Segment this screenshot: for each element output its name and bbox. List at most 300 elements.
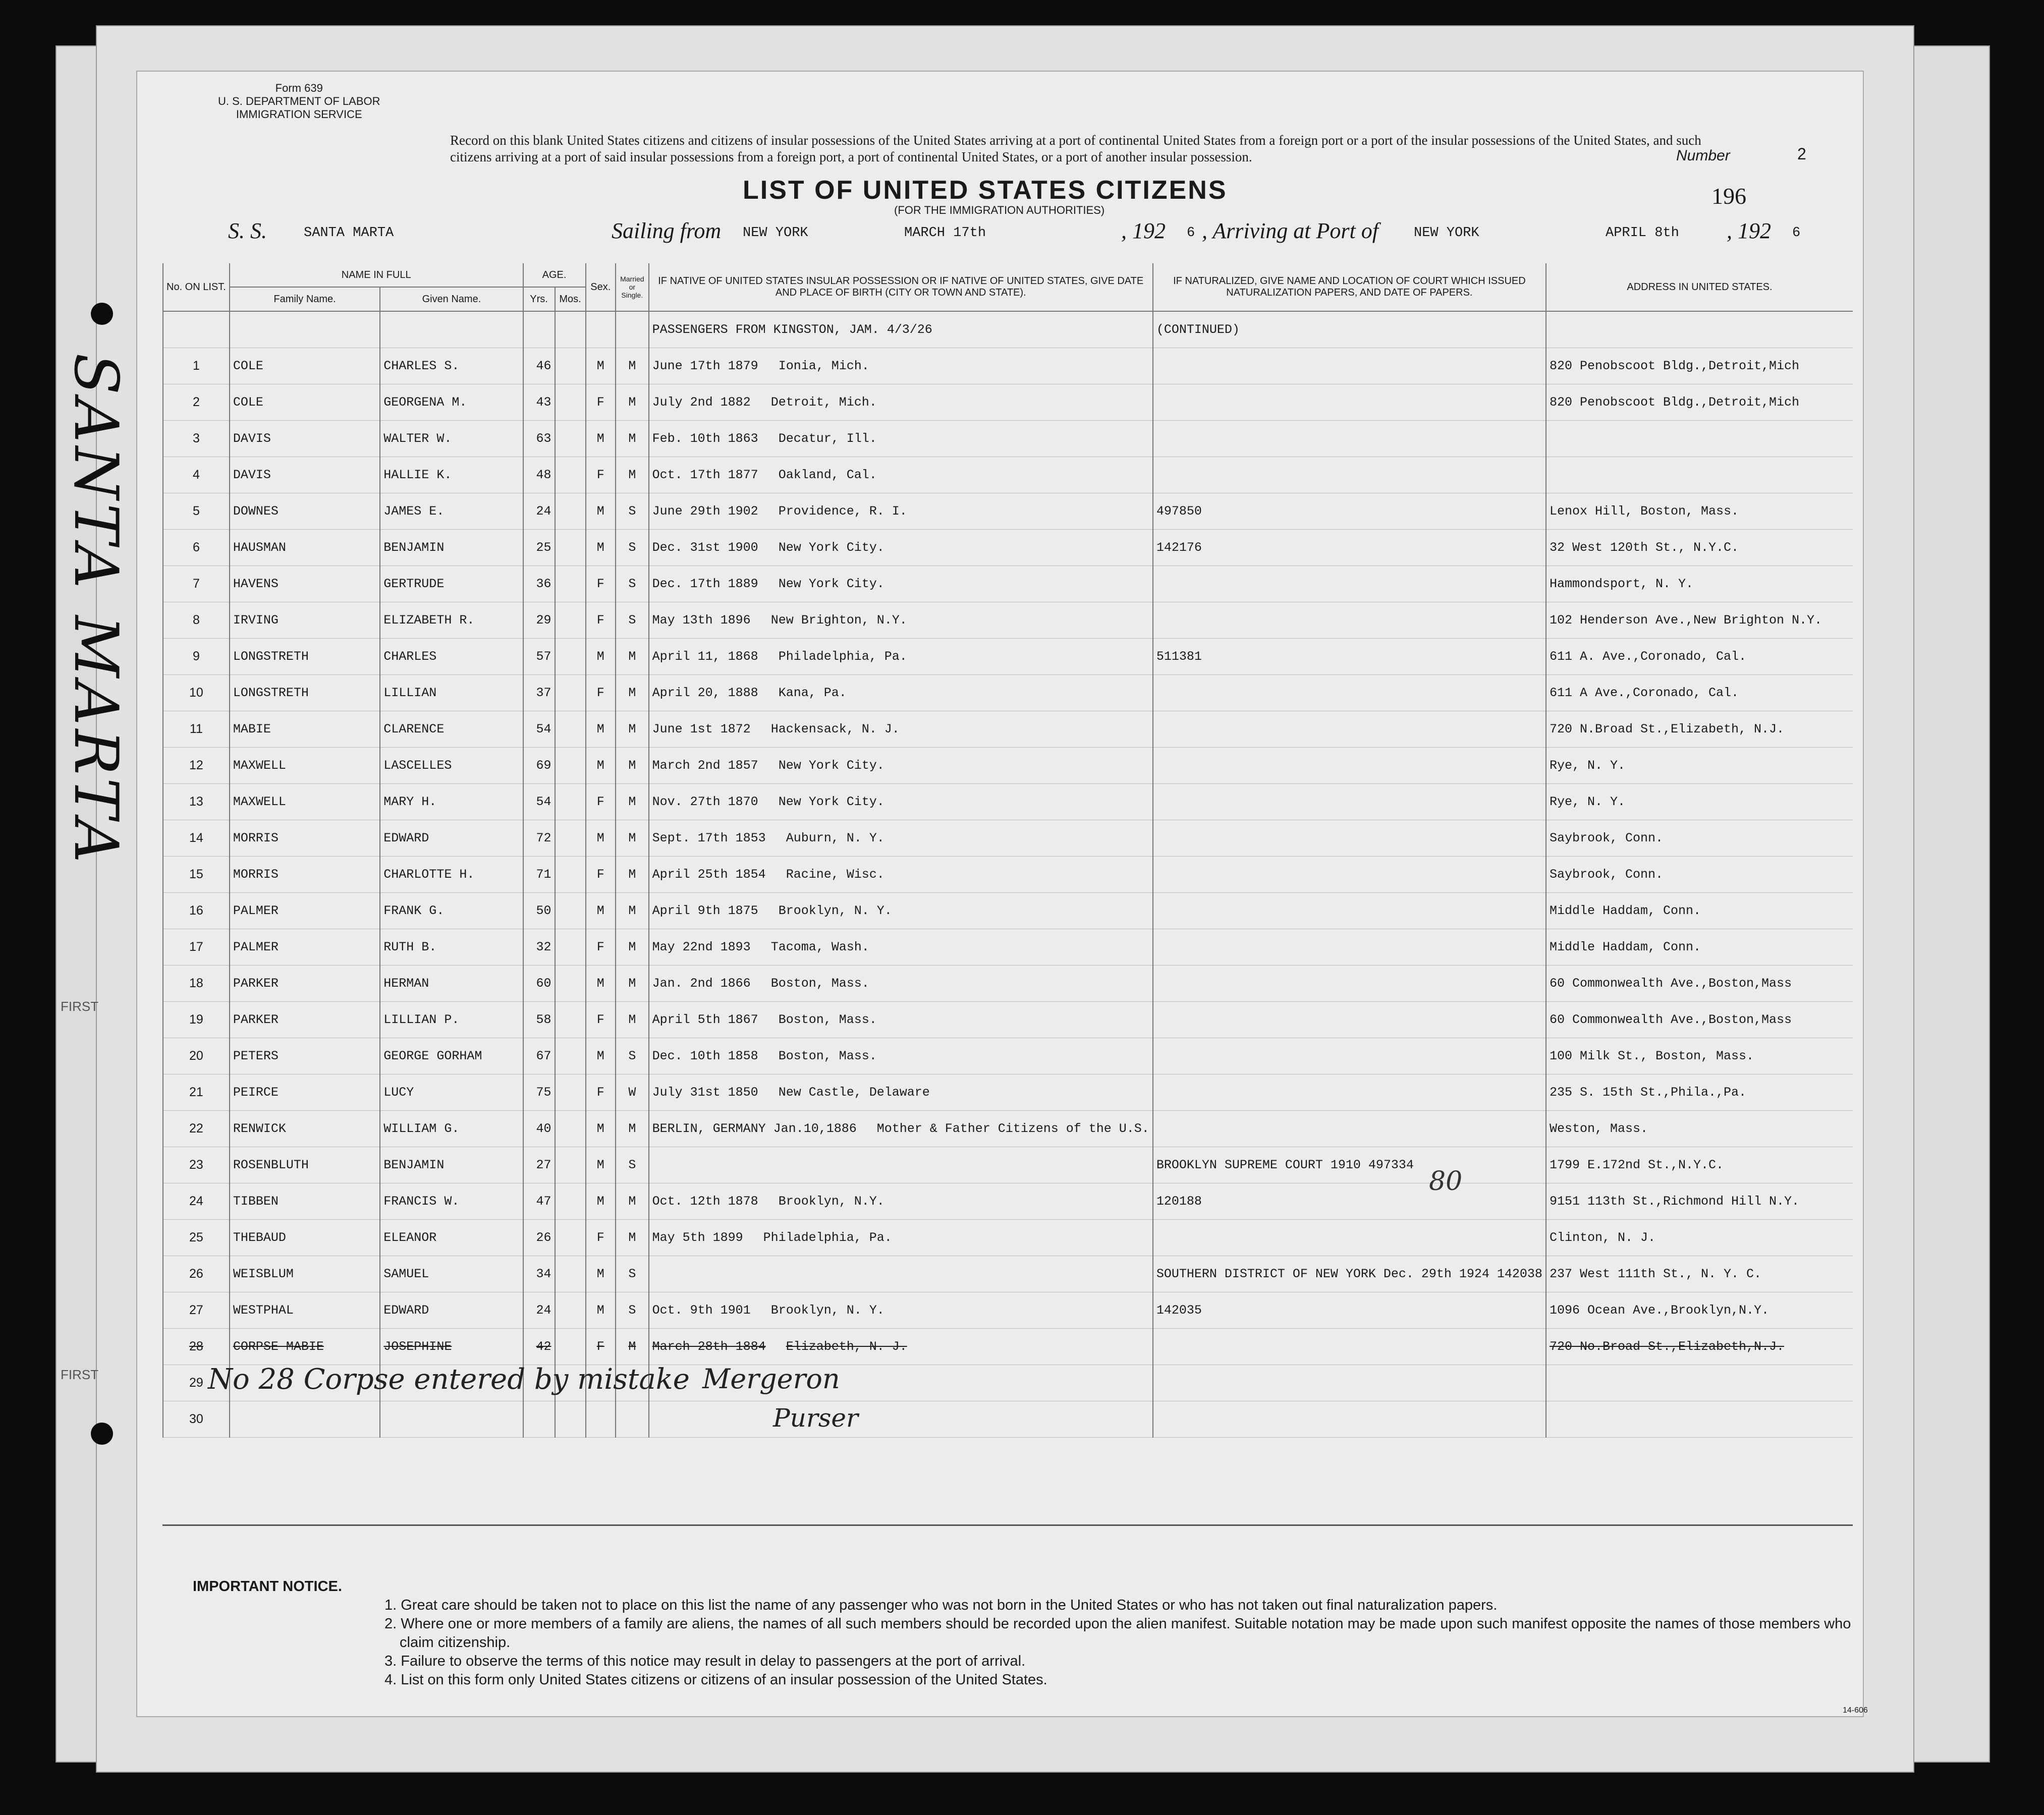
sex: M — [586, 1183, 616, 1220]
family-name: MAXWELL — [230, 748, 380, 784]
marital-status: M — [616, 457, 649, 493]
table-bottom-rule — [162, 1524, 1853, 1526]
sex: F — [586, 566, 616, 602]
family-name: TIBBEN — [230, 1183, 380, 1220]
birth-date: March 28th 1884 — [652, 1339, 766, 1354]
table-row — [163, 1220, 1853, 1256]
address: 102 Henderson Ave.,New Brighton N.Y. — [1546, 602, 1853, 639]
marital-status — [616, 1401, 649, 1438]
age-months — [555, 929, 586, 966]
birth-info — [649, 893, 1153, 929]
birth-info — [649, 820, 1153, 857]
age-months — [555, 348, 586, 384]
family-name: PALMER — [230, 929, 380, 966]
row-number: 16 — [163, 893, 230, 929]
sex: M — [586, 820, 616, 857]
table-row — [163, 748, 1853, 784]
birth-date: April 9th 1875 — [652, 903, 758, 918]
age-months — [555, 1147, 586, 1183]
age-months — [555, 748, 586, 784]
sex: F — [586, 384, 616, 421]
address: Rye, N. Y. — [1546, 784, 1853, 820]
birth-info — [649, 602, 1153, 639]
birth-date: June 29th 1902 — [652, 504, 758, 519]
family-name: PARKER — [230, 1002, 380, 1038]
birth-info — [649, 457, 1153, 493]
row-number: 19 — [163, 1002, 230, 1038]
age-months — [555, 1292, 586, 1329]
row-number: 11 — [163, 711, 230, 748]
given-name: JAMES E. — [380, 493, 523, 530]
age-months — [555, 893, 586, 929]
birth-info — [649, 929, 1153, 966]
signature-title: Purser — [773, 1403, 858, 1433]
age-months — [555, 1220, 586, 1256]
marital-status: M — [616, 1111, 649, 1147]
birth-info — [649, 1074, 1153, 1111]
row-number: 14 — [163, 820, 230, 857]
age-months — [555, 457, 586, 493]
age-years: 46 — [523, 348, 555, 384]
naturalization — [1153, 1074, 1546, 1111]
age-months — [555, 639, 586, 675]
age-years: 40 — [523, 1111, 555, 1147]
birth-place: Philadelphia, Pa. — [778, 649, 907, 664]
form-number: Form 639 — [275, 82, 323, 94]
arriving-label: , Arriving at Port of — [1202, 218, 1378, 243]
age-years: 57 — [523, 639, 555, 675]
address: Clinton, N. J. — [1546, 1220, 1853, 1256]
sex: M — [586, 493, 616, 530]
important-notice — [193, 1577, 1858, 1689]
sex: M — [586, 1111, 616, 1147]
address: Middle Haddam, Conn. — [1546, 893, 1853, 929]
birth-date: Sept. 17th 1853 — [652, 831, 766, 845]
naturalization: 497850 — [1153, 493, 1546, 530]
birth-place: Brooklyn, N. Y. — [770, 1303, 885, 1318]
sex: F — [586, 1002, 616, 1038]
table-row — [163, 457, 1853, 493]
age-years: 27 — [523, 1147, 555, 1183]
manifest-sheet — [136, 71, 1868, 1717]
table-row — [163, 1183, 1853, 1220]
col-age: AGE. — [523, 263, 586, 287]
row-number: 17 — [163, 929, 230, 966]
birth-date: April 20, 1888 — [652, 686, 758, 700]
address: 720 No.Broad St.,Elizabeth,N.J. — [1546, 1329, 1853, 1365]
family-name: MAXWELL — [230, 784, 380, 820]
family-name: COLE — [230, 384, 380, 421]
family-name: PEIRCE — [230, 1074, 380, 1111]
age-months — [555, 493, 586, 530]
family-name: PETERS — [230, 1038, 380, 1074]
sex: F — [586, 929, 616, 966]
birth-date: Dec. 17th 1889 — [652, 577, 758, 591]
birth-info — [649, 675, 1153, 711]
from-port: NEW YORK — [743, 225, 808, 241]
naturalization — [1153, 1365, 1546, 1401]
given-name: LILLIAN — [380, 675, 523, 711]
manifest-table — [162, 263, 1853, 1438]
birth-info — [649, 1183, 1153, 1220]
row-number: 9 — [163, 639, 230, 675]
marital-status: M — [616, 711, 649, 748]
naturalization — [1153, 893, 1546, 929]
given-name: FRANCIS W. — [380, 1183, 523, 1220]
table-row — [163, 893, 1853, 929]
form-header — [218, 82, 380, 121]
sex: M — [586, 348, 616, 384]
number-label: Number — [1676, 147, 1730, 164]
sex: M — [586, 711, 616, 748]
birth-info — [649, 1329, 1153, 1365]
age-months — [555, 966, 586, 1002]
row-number: 3 — [163, 421, 230, 457]
marital-status: M — [616, 639, 649, 675]
family-name: ROSENBLUTH — [230, 1147, 380, 1183]
age-months — [555, 1111, 586, 1147]
punch-hole — [91, 1423, 113, 1445]
birth-date: May 13th 1896 — [652, 613, 751, 628]
address: 1799 E.172nd St.,N.Y.C. — [1546, 1147, 1853, 1183]
age-years: 63 — [523, 421, 555, 457]
naturalization — [1153, 1401, 1546, 1438]
address: Hammondsport, N. Y. — [1546, 566, 1853, 602]
birth-place: Racine, Wisc. — [786, 867, 885, 882]
given-name: JOSEPHINE — [380, 1329, 523, 1365]
given-name: LASCELLES — [380, 748, 523, 784]
page-title: LIST OF UNITED STATES CITIZENS — [743, 176, 1228, 205]
row-number: 30 — [163, 1401, 230, 1438]
table-row — [163, 929, 1853, 966]
birth-place: Boston, Mass. — [778, 1012, 877, 1027]
family-name: HAVENS — [230, 566, 380, 602]
arrival-port: NEW YORK — [1414, 225, 1479, 241]
address: Middle Haddam, Conn. — [1546, 929, 1853, 966]
birth-date: July 2nd 1882 — [652, 395, 751, 410]
age-years: 42 — [523, 1329, 555, 1365]
given-name: GEORGE GORHAM — [380, 1038, 523, 1074]
age-years: 24 — [523, 493, 555, 530]
birth-info — [649, 421, 1153, 457]
year-prefix: , 192 — [1121, 218, 1166, 243]
age-months — [555, 1256, 586, 1292]
given-name: EDWARD — [380, 1292, 523, 1329]
table-row — [163, 1038, 1853, 1074]
naturalization — [1153, 1002, 1546, 1038]
notice-lead: IMPORTANT NOTICE. — [193, 1578, 342, 1595]
form-instructions: Record on this blank United States citizens and citizens of insular possessions of the United States arriving at a port of continental United States from a foreign port or a port of the insular possessions of the United States, and such citizens arriving at a port of said insular possessions from a foreign port, a port of continental United States, or a port of another insular possession. — [450, 133, 1701, 164]
notice-item: 4. List on this form only United States citizens or citizens of an insular possession of the United States. — [384, 1672, 1047, 1688]
address: 611 A Ave.,Coronado, Cal. — [1546, 675, 1853, 711]
age-years: 54 — [523, 784, 555, 820]
table-row — [163, 1074, 1853, 1111]
birth-date: June 17th 1879 — [652, 359, 758, 373]
given-name: ELIZABETH R. — [380, 602, 523, 639]
extra-number: 80 — [1429, 1166, 1463, 1197]
birth-place: New York City. — [778, 540, 885, 555]
given-name: FRANK G. — [380, 893, 523, 929]
family-name: PARKER — [230, 966, 380, 1002]
birth-info — [649, 1002, 1153, 1038]
family-name: DAVIS — [230, 457, 380, 493]
sex: F — [586, 784, 616, 820]
sex: M — [586, 1038, 616, 1074]
family-name: CORPSE MABIE — [230, 1329, 380, 1365]
address: 60 Commonwealth Ave.,Boston,Mass — [1546, 966, 1853, 1002]
birth-info — [649, 1111, 1153, 1147]
naturalization — [1153, 857, 1546, 893]
birth-date: Oct. 17th 1877 — [652, 468, 758, 482]
age-years: 75 — [523, 1074, 555, 1111]
birth-date: Oct. 9th 1901 — [652, 1303, 751, 1318]
sailing-label: Sailing from — [612, 218, 722, 243]
table-row — [163, 1329, 1853, 1365]
naturalization: SOUTHERN DISTRICT OF NEW YORK Dec. 29th 1924 142038 — [1153, 1256, 1546, 1292]
row-number: 29 — [163, 1365, 230, 1401]
col-married: Married or Single. — [616, 263, 649, 311]
naturalization: 511381 — [1153, 639, 1546, 675]
notice-item: 1. Great care should be taken not to place on this list the name of any passenger who was not born in the United States or who has not taken out final naturalization papers. — [384, 1597, 1498, 1613]
age-years: 47 — [523, 1183, 555, 1220]
col-name-in-full: NAME IN FULL — [230, 263, 523, 287]
age-years: 58 — [523, 1002, 555, 1038]
row-number: 12 — [163, 748, 230, 784]
family-name: MORRIS — [230, 857, 380, 893]
department: U. S. DEPARTMENT OF LABOR — [218, 95, 380, 107]
birth-place: New York City. — [778, 795, 885, 809]
sex: M — [586, 1292, 616, 1329]
birth-info — [649, 1292, 1153, 1329]
age-years: 67 — [523, 1038, 555, 1074]
given-name: WILLIAM G. — [380, 1111, 523, 1147]
marital-status: S — [616, 566, 649, 602]
age-months — [555, 530, 586, 566]
table-row — [163, 784, 1853, 820]
birth-info — [649, 784, 1153, 820]
birth-place: Boston, Mass. — [770, 976, 869, 991]
year-prefix: , 192 — [1727, 218, 1771, 243]
row-number: 23 — [163, 1147, 230, 1183]
first-mark: FIRST — [61, 999, 99, 1014]
given-name: GERTRUDE — [380, 566, 523, 602]
naturalization — [1153, 457, 1546, 493]
row-number: 26 — [163, 1256, 230, 1292]
marital-status: M — [616, 421, 649, 457]
number-value: 2 — [1797, 145, 1806, 163]
sex: M — [586, 639, 616, 675]
given-name: SAMUEL — [380, 1256, 523, 1292]
marital-status: S — [616, 493, 649, 530]
family-name: LONGSTRETH — [230, 639, 380, 675]
age-months — [555, 1038, 586, 1074]
given-name: GEORGENA M. — [380, 384, 523, 421]
given-name: BENJAMIN — [380, 1147, 523, 1183]
given-name: CHARLES S. — [380, 348, 523, 384]
marital-status: M — [616, 893, 649, 929]
family-name: MORRIS — [230, 820, 380, 857]
signature-name: Mergeron — [702, 1363, 840, 1395]
naturalization: 120188 — [1153, 1183, 1546, 1220]
birth-place: New Brighton, N.Y. — [770, 613, 907, 628]
family-name: LONGSTRETH — [230, 675, 380, 711]
table-row — [163, 1292, 1853, 1329]
address: Rye, N. Y. — [1546, 748, 1853, 784]
address: 237 West 111th St., N. Y. C. — [1546, 1256, 1853, 1292]
table-row — [163, 857, 1853, 893]
sex: M — [586, 1256, 616, 1292]
address: Saybrook, Conn. — [1546, 857, 1853, 893]
given-name: ELEANOR — [380, 1220, 523, 1256]
birth-place: New York City. — [778, 577, 885, 591]
birth-date: June 1st 1872 — [652, 722, 751, 736]
birth-date: April 25th 1854 — [652, 867, 766, 882]
col-address: ADDRESS IN UNITED STATES. — [1546, 263, 1853, 311]
age-months — [555, 1401, 586, 1438]
birth-date: July 31st 1850 — [652, 1085, 758, 1100]
sex: M — [586, 530, 616, 566]
naturalization — [1153, 966, 1546, 1002]
sex: F — [586, 1220, 616, 1256]
age-months — [555, 384, 586, 421]
birth-date: BERLIN, GERMANY Jan.10,1886 — [652, 1121, 857, 1136]
birth-info — [649, 1256, 1153, 1292]
marital-status: S — [616, 1256, 649, 1292]
continued-note: (CONTINUED) — [1153, 311, 1546, 348]
address: Saybrook, Conn. — [1546, 820, 1853, 857]
address: 611 A. Ave.,Coronado, Cal. — [1546, 639, 1853, 675]
sail-date: MARCH 17th — [904, 225, 986, 241]
family-name: WEISBLUM — [230, 1256, 380, 1292]
sheet-number: 196 — [1711, 183, 1746, 209]
table-row — [163, 384, 1853, 421]
family-name: IRVING — [230, 602, 380, 639]
birth-place: Kana, Pa. — [778, 686, 847, 700]
naturalization: 142176 — [1153, 530, 1546, 566]
birth-info — [649, 966, 1153, 1002]
family-name: DOWNES — [230, 493, 380, 530]
age-years: 43 — [523, 384, 555, 421]
given-name: CHARLES — [380, 639, 523, 675]
given-name: RUTH B. — [380, 929, 523, 966]
table-row — [163, 566, 1853, 602]
naturalization — [1153, 602, 1546, 639]
col-mos: Mos. — [555, 287, 586, 311]
birth-date: Dec. 31st 1900 — [652, 540, 758, 555]
family-name: WESTPHAL — [230, 1292, 380, 1329]
birth-place: Brooklyn, N.Y. — [778, 1194, 885, 1209]
birth-info — [649, 348, 1153, 384]
naturalization — [1153, 748, 1546, 784]
naturalization — [1153, 820, 1546, 857]
family-name: HAUSMAN — [230, 530, 380, 566]
col-family: Family Name. — [230, 287, 380, 311]
row-number: 24 — [163, 1183, 230, 1220]
sex: F — [586, 857, 616, 893]
age-years: 69 — [523, 748, 555, 784]
address: 820 Penobscoot Bldg.,Detroit,Mich — [1546, 384, 1853, 421]
table-row — [163, 820, 1853, 857]
table-row — [163, 1111, 1853, 1147]
table-row — [163, 966, 1853, 1002]
handwritten-correction: No 28 Corpse entered by mistake — [208, 1363, 690, 1396]
age-months — [555, 566, 586, 602]
row-number: 22 — [163, 1111, 230, 1147]
address: 9151 113th St.,Richmond Hill N.Y. — [1546, 1183, 1853, 1220]
section-note: PASSENGERS FROM KINGSTON, JAM. 4/3/26 — [649, 311, 1153, 348]
family-name: THEBAUD — [230, 1220, 380, 1256]
age-months — [555, 675, 586, 711]
age-years: 24 — [523, 1292, 555, 1329]
marital-status: S — [616, 1147, 649, 1183]
marital-status: M — [616, 1220, 649, 1256]
address: Weston, Mass. — [1546, 1111, 1853, 1147]
address — [1546, 1401, 1853, 1438]
table-row — [163, 1002, 1853, 1038]
row-number: 20 — [163, 1038, 230, 1074]
birth-date: March 2nd 1857 — [652, 758, 758, 773]
birth-place: Brooklyn, N. Y. — [778, 903, 892, 918]
birth-info — [649, 1401, 1153, 1438]
given-name: MARY H. — [380, 784, 523, 820]
naturalization — [1153, 566, 1546, 602]
marital-status: M — [616, 929, 649, 966]
col-birth: IF NATIVE OF UNITED STATES INSULAR POSSESSION OR IF NATIVE OF UNITED STATES, GIVE DATE AND PLACE OF BIRTH (CITY OR TOWN AND STATE). — [649, 263, 1153, 311]
naturalization: 142035 — [1153, 1292, 1546, 1329]
table-row — [163, 421, 1853, 457]
given-name: CLARENCE — [380, 711, 523, 748]
marital-status: S — [616, 1038, 649, 1074]
age-months — [555, 1329, 586, 1365]
age-years: 54 — [523, 711, 555, 748]
birth-date: April 5th 1867 — [652, 1012, 758, 1027]
birth-info — [649, 530, 1153, 566]
age-years: 60 — [523, 966, 555, 1002]
naturalization — [1153, 1111, 1546, 1147]
row-number: 13 — [163, 784, 230, 820]
sex: F — [586, 1074, 616, 1111]
birth-place: Decatur, Ill. — [778, 431, 877, 446]
naturalization — [1153, 711, 1546, 748]
birth-date: Dec. 10th 1858 — [652, 1049, 758, 1063]
sex: F — [586, 457, 616, 493]
col-naturalized: IF NATURALIZED, GIVE NAME AND LOCATION OF COURT WHICH ISSUED NATURALIZATION PAPERS, AND DATE OF PAPERS. — [1153, 263, 1546, 311]
print-code: 14-606 — [1843, 1706, 1868, 1715]
age-years: 34 — [523, 1256, 555, 1292]
naturalization — [1153, 675, 1546, 711]
row-number: 27 — [163, 1292, 230, 1329]
age-years: 48 — [523, 457, 555, 493]
birth-place: Elizabeth, N. J. — [786, 1339, 907, 1354]
age-years: 71 — [523, 857, 555, 893]
naturalization — [1153, 1329, 1546, 1365]
marital-status: S — [616, 1292, 649, 1329]
table-row — [163, 348, 1853, 384]
given-name: WALTER W. — [380, 421, 523, 457]
birth-place: Philadelphia, Pa. — [763, 1230, 892, 1245]
notice-item: 2. Where one or more members of a family are aliens, the names of all such members should be recorded upon the alien manifest. Suitable notation may be made upon such manifest opposite the names of those members who claim citizenship. — [384, 1616, 1851, 1651]
age-months — [555, 857, 586, 893]
naturalization — [1153, 1038, 1546, 1074]
row-number: 7 — [163, 566, 230, 602]
age-years — [523, 1401, 555, 1438]
row-number: 25 — [163, 1220, 230, 1256]
birth-place: Detroit, Mich. — [770, 395, 877, 410]
table-row — [163, 711, 1853, 748]
age-years: 72 — [523, 820, 555, 857]
sex: M — [586, 421, 616, 457]
age-years: 36 — [523, 566, 555, 602]
